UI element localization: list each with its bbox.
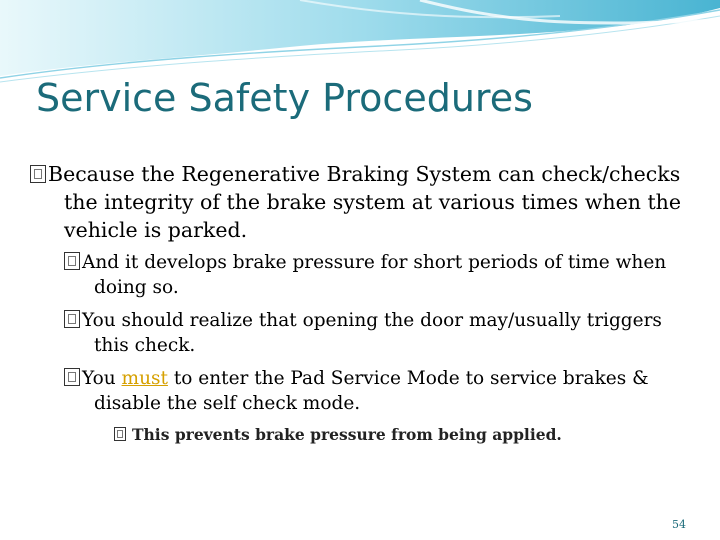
missing-glyph-box-icon bbox=[64, 310, 80, 328]
missing-glyph-box-icon bbox=[64, 368, 80, 386]
missing-glyph-box-icon bbox=[30, 165, 46, 183]
sub-bullet bbox=[30, 308, 690, 358]
missing-glyph-box-icon bbox=[64, 252, 80, 270]
emphasis-text: must bbox=[121, 368, 168, 389]
page-number: 54 bbox=[672, 518, 686, 531]
slide-title: Service Safety Procedures bbox=[36, 76, 533, 120]
sub-bullet bbox=[30, 250, 690, 300]
slide-body bbox=[30, 160, 690, 446]
sub-bullet bbox=[30, 366, 690, 416]
sub-bullet-text-before: You bbox=[82, 368, 122, 389]
bullet-text: Because the Regenerative Braking System can check/checks the integrity of the brake system at various times when the vehicle is parked. bbox=[48, 162, 682, 242]
sub-sub-bullet bbox=[30, 424, 690, 446]
sub-bullet-text: You should realize that opening the door may/usually triggers this check. bbox=[82, 310, 662, 356]
bullet-level1 bbox=[30, 160, 690, 244]
missing-glyph-box-icon bbox=[114, 427, 126, 441]
sub-bullet-text: And it develops brake pressure for short periods of time when doing so. bbox=[82, 252, 667, 298]
sub-sub-bullet-text: This prevents brake pressure from being applied. bbox=[132, 425, 562, 444]
sub-bullet-text-after: to enter the Pad Service Mode to service brakes & disable the self check mode. bbox=[94, 368, 649, 414]
